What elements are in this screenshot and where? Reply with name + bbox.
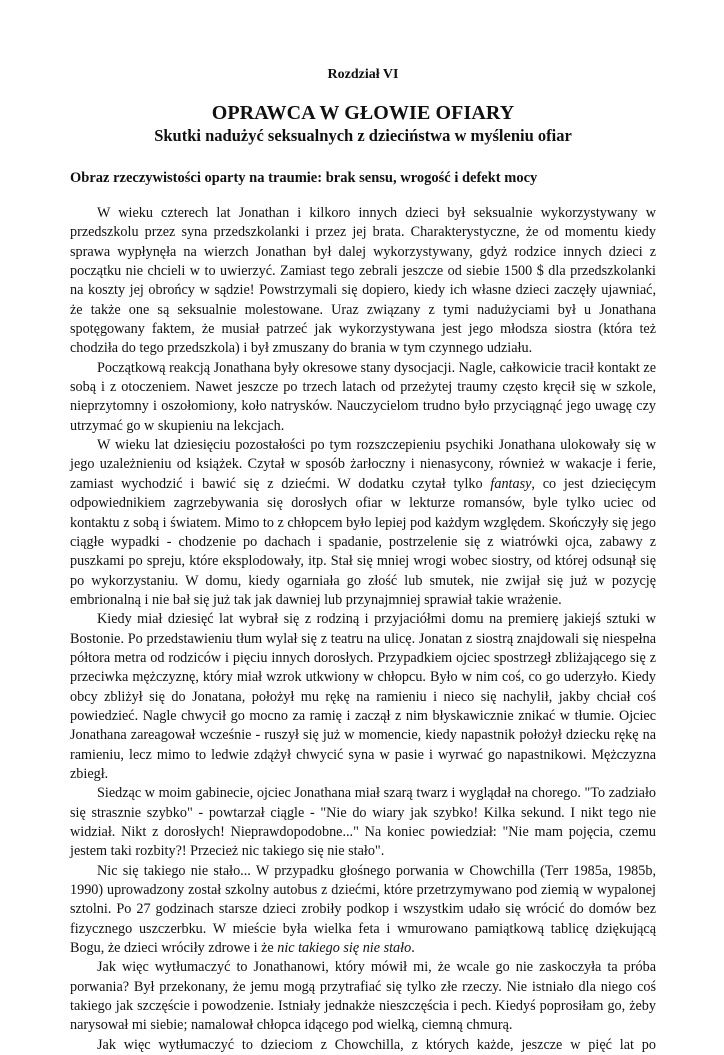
paragraph: Początkową reakcją Jonathana były okresowe stany dysocjacji. Nagle, całkowicie tracił kontakt ze sobą i z otoczeniem. Nawet jeszcze po trzech latach od przeżytej traumy często kręcił się w szkole, nieprzytomny i oszołomiony, koło natrysków. Nauczycielom trudno było przyciągnąć jego uwagę czy utrzymać go w skupieniu na lekcjach. — [70, 359, 657, 434]
body-text — [70, 204, 656, 1055]
paragraph: W wieku czterech lat Jonathan i kilkoro innych dzieci był seksualnie wykorzystywany w przedszkolu przez syna przedszkolanki i przez jej brata. Charakterystyczne, że od momentu kiedy sprawa wypłynęła na wierzch Jonathan był dalej wykorzystywany, gdyż rodzice innych dzieci z początku nie chcieli w to uwierzyć. Zamiast tego zebrali jeszcze od siebie 1500 $ dla przedszkolanki na koszty jej obrońcy w sądzie! Powstrzymali się dopiero, kiedy ich własne dzieci zaczęły ujawniać, że także one są seksualnie molestowane. Uraz związany z tymi nadużyciami był u Jonathana spotęgowany faktem, że musiał patrzeć jak wykorzystywana jest jego młodsza siostra (która też chodziła do tego przedszkola) i był zmuszany do brania w tym czynnego udziału. — [70, 205, 656, 357]
paragraph: Jak więc wytłumaczyć to dzieciom z Chowchilla, z których każde, jeszcze w pięć lat po — [97, 1036, 656, 1053]
chapter-label: Rozdział VI — [327, 67, 399, 82]
document-page — [70, 66, 656, 1055]
chapter-subtitle: Skutki nadużyć seksualnych z dzieciństwa w myśleniu ofiar — [154, 126, 572, 145]
paragraph: Siedząc w moim gabinecie, ojciec Jonathana miał szarą twarz i wyglądał na chorego. "To zadziało się strasznie szybko" - powtarzał ciągle - "Nie do wiary jak szybko! Kilka sekund. I nikt tego nie widział. Nikt z dorosłych! Nieprawdopodobne..." Na koniec powiedział: "Nie mam pojęcia, czemu jestem taki rozbity?! Przecież nic takiego się nie stało". — [70, 785, 656, 860]
paragraph: Jak więc wytłumaczyć to Jonathanowi, który mówił mi, że wcale go nie zaskoczyła ta próba porwania? Był przekonany, że jemu mogą przytrafiać się tylko złe rzeczy. Nie istniało dla niego coś takiego jak szczęście i powodzenie. Istniały jednakże nieszczęścia i pech. Kiedyś poprosiłam go, żeby narysował mi siebie; namalował chłopca idącego pod wielką, ciemną chmurą. — [70, 959, 656, 1034]
paragraph: Nic się takiego nie stało... W przypadku głośnego porwania w Chowchilla (Terr 1985a, 1985b, 1990) uprowadzony został szkolny autobus z dziećmi, które przetrzymywano pod ziemią w wypalonej sztolni. Po 27 godzinach starsze dzieci zrobiły podkop i wszystkim udało się wrócić do domów bez fizycznego uszczerbku. W mieście była wielka feta i wmurowano pamiątkową tablicę dziękującą Bogu, że dzieci wróciły zdrowe i że nic takiego się nie stało. — [70, 862, 656, 957]
paragraph: Kiedy miał dziesięć lat wybrał się z rodziną i przyjaciółmi domu na premierę jakiejś sztuki w Bostonie. Po przedstawieniu tłum wylał się z teatru na ulicę. Jonatan z siostrą znajdowali się niespełna półtora metra od rodziców i pięciu innych dorosłych. Przypadkiem ojciec spostrzegł zbliżającego się z przeciwka mężczyznę, który miał wzrok utkwiony w chłopcu. Było w nim coś, co go uderzyło. Kiedy obcy zbliżył się do Jonatana, położył mu rękę na ramieniu i nieco się nachylił, jakby chciał coś powiedzieć. Nagle chwycił go mocno za ramię i zaczął z nim błyskawicznie znikać w tłumie. Ojciec Jonathana zareagował wcześnie - ruszył się już w momencie, kiedy napastnik położył dziecku rękę na ramieniu, lecz mimo to ledwie zdążył chwycić syna w pasie i wyrwać go napastnikowi. Mężczyzna zbiegł. — [70, 611, 656, 782]
section-heading: Obraz rzeczywistości oparty na traumie: brak sensu, wrogość i defekt mocy — [70, 170, 538, 186]
emphasis: fantasy — [490, 475, 532, 492]
chapter-title: OPRAWCA W GŁOWIE OFIARY — [211, 102, 515, 124]
paragraph: W wieku lat dziesięciu pozostałości po tym rozszczepieniu psychiki Jonathana ulokowały się w jego uzależnieniu od książek. Czytał w sposób żarłoczny i nienasycony, również w wakacje i ferie, zamiast wychodzić i bawić się z dziećmi. W dodatku czytał tylko fantasy, co jest dziecięcym odpowiednikiem zagrzebywania się dorosłych ofiar w lekturze romansów, byle tylko uciec od kontaktu z sobą i światem. Mimo to z chłopcem było lepiej pod każdym względem. Skończyły się jego ciągłe wypadki - chodzenie po dachach i spadanie, postrzelenie się z wiatrówki ojca, zabawy z puszkami po spreju, które eksplodowały, itp. Stał się mniej wrogi wobec siostry, od której odsunął się po wykorzystaniu. W domu, kiedy ogarniała go złość lub smutek, nie zwijał się już w pozycję embrionalną i nie bał się już tak jak dawniej lub przynajmniej sprawiał takie wrażenie. — [70, 437, 657, 608]
emphasis: nic takiego się nie stało — [277, 940, 412, 957]
